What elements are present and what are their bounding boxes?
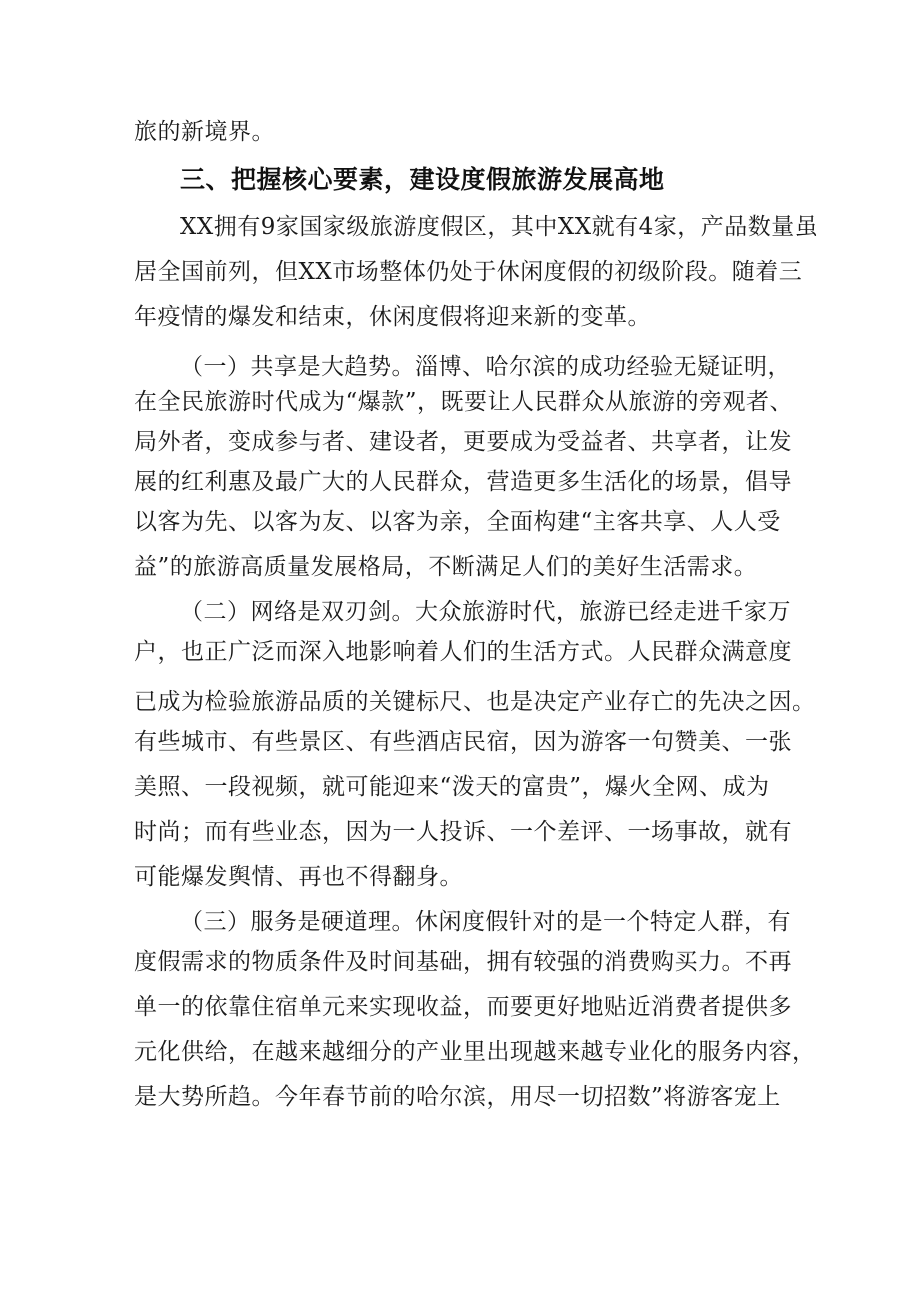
text-line: （三）服务是硬道理。休闲度假针对的是一个特定人群，有 [180, 909, 791, 935]
text-line: 局外者，变成参与者、建设者，更要成为受益者、共享者，让发 [134, 429, 792, 455]
text-line: 度假需求的物质条件及时间基础，拥有较强的消费购买力。不再 [134, 949, 792, 975]
text-line: 以客为先、以客为友、以客为亲，全面构建“主客共享、人人受 [134, 509, 781, 535]
text-line: 有些城市、有些景区、有些酒店民宿，因为游客一句赞美、一张 [134, 729, 792, 755]
text-line: 居全国前列，但XX市场整体仍处于休闲度假的初级阶段。随着三 [134, 259, 803, 285]
text-line: 元化供给，在越来越细分的产业里出现越来越专业化的服务内容， [134, 1039, 816, 1065]
text-line: 时尚；而有些业态，因为一人投诉、一个差评、一场事故，就有 [134, 819, 792, 845]
text-line: （二）网络是双刃剑。大众旅游时代，旅游已经走进千家万 [180, 599, 791, 625]
text-line: 已成为检验旅游品质的关键标尺、也是决定产业存亡的先决之因。 [134, 689, 816, 715]
text-line: 是大势所趋。今年春节前的哈尔滨，用尽一切招数”将游客宠上 [134, 1084, 781, 1110]
text-line: 美照、一段视频，就可能迎来“泼天的富贵”，爆火全网、成为 [134, 774, 770, 800]
text-line: 年疫情的爆发和结束，休闲度假将迎来新的变革。 [134, 304, 651, 330]
text-line: XX拥有9家国家级旅游度假区，其中XX就有4家，产品数量虽 [180, 214, 819, 240]
text-line: 单一的依靠住宿单元来实现收益，而要更好地贴近消费者提供多 [134, 994, 792, 1020]
text-line: 益”的旅游高质量发展格局，不断满足人们的美好生活需求。 [134, 554, 758, 580]
text-line: （一）共享是大趋势。淄博、哈尔滨的成功经验无疑证明， [180, 354, 791, 380]
text-line: 旅的新境界。 [134, 119, 275, 145]
text-line: 可能爆发舆情、再也不得翻身。 [134, 864, 463, 890]
text-line: 户，也正广泛而深入地影响着人们的生活方式。人民群众满意度 [134, 639, 792, 665]
section-heading: 三、把握核心要素，建设度假旅游发展高地 [180, 165, 665, 194]
text-line: 在全民旅游时代成为“爆款”，既要让人民群众从旅游的旁观者、 [134, 389, 794, 415]
text-line: 展的红利惠及最广大的人民群众，营造更多生活化的场景，倡导 [134, 469, 792, 495]
